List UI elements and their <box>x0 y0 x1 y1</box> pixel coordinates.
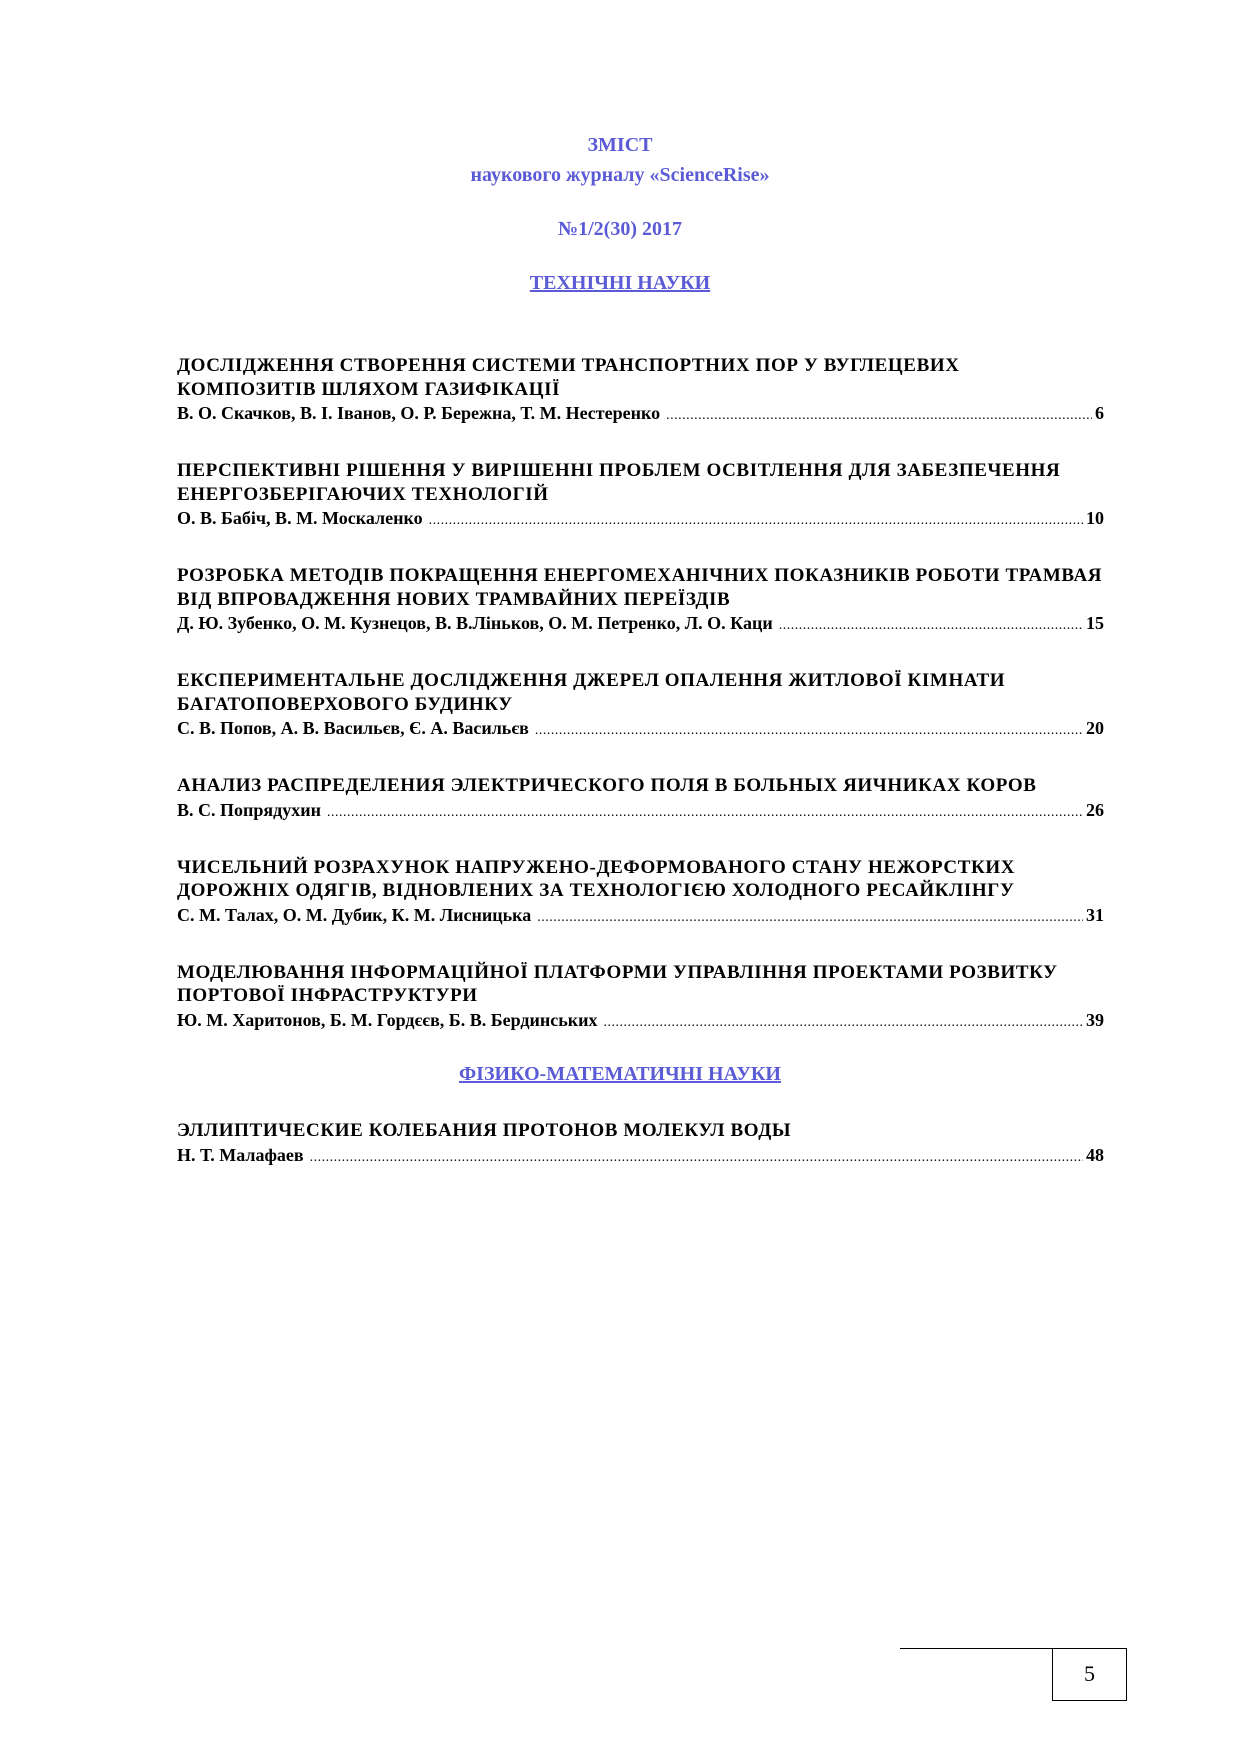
article-authors: С. В. Попов, А. В. Васильєв, Є. А. Васильєв <box>177 718 529 738</box>
article-title: РОЗРОБКА МЕТОДІВ ПОКРАЩЕННЯ ЕНЕРГОМЕХАНІЧНИХ ПОКАЗНИКІВ РОБОТИ ТРАМВАЯ ВІД ВПРОВАДЖЕННЯ НОВИХ ТРАМВАЙНИХ ПЕРЕЇЗДІВ <box>177 565 1103 610</box>
article-authors: С. М. Талах, О. М. Дубик, К. М. Лисницька <box>177 904 532 925</box>
section-title-physmath[interactable]: ФІЗИКО-МАТЕМАТИЧНІ НАУКИ <box>459 1063 781 1085</box>
article-page: 10 <box>1086 508 1104 528</box>
article-authors: Н. Т. Малафаев <box>177 1144 304 1165</box>
dot-leader <box>779 611 1083 638</box>
article-meta-line <box>177 401 1104 428</box>
dot-leader <box>535 716 1083 743</box>
dot-leader <box>666 401 1092 428</box>
article-page: 48 <box>1086 1144 1104 1165</box>
article-title: ДОСЛІДЖЕННЯ СТВОРЕННЯ СИСТЕМИ ТРАНСПОРТНИХ ПОР У ВУГЛЕЦЕВИХ КОМПОЗИТІВ ШЛЯХОМ ГАЗИФІКАЦІЇ <box>177 355 960 400</box>
article-page: 39 <box>1086 1009 1104 1030</box>
dot-leader <box>603 1008 1083 1035</box>
toc-header-title: ЗМІСТ <box>587 134 653 156</box>
article-authors: Д. Ю. Зубенко, О. М. Кузнецов, В. В.Ліньков, О. М. Петренко, Л. О. Каци <box>177 613 773 633</box>
toc-entry[interactable] <box>177 1119 1104 1170</box>
article-title: МОДЕЛЮВАННЯ ІНФОРМАЦІЙНОЇ ПЛАТФОРМИ УПРАВЛІННЯ ПРОЕКТАМИ РОЗВИТКУ ПОРТОВОЇ ІНФРАСТРУКТУРИ <box>177 961 1058 1006</box>
article-title: АНАЛИЗ РАСПРЕДЕЛЕНИЯ ЭЛЕКТРИЧЕСКОГО ПОЛЯ В БОЛЬНЫХ ЯИЧНИКАХ КОРОВ <box>177 775 1037 796</box>
toc-entry[interactable] <box>177 856 1104 930</box>
article-page: 15 <box>1086 613 1104 633</box>
toc-entry[interactable] <box>177 669 1104 743</box>
article-title: ЭЛЛИПТИЧЕСКИЕ КОЛЕБАНИЯ ПРОТОНОВ МОЛЕКУЛ ВОДЫ <box>177 1120 792 1141</box>
article-authors: О. В. Бабіч, В. М. Москаленко <box>177 508 423 528</box>
article-page: 31 <box>1086 904 1104 925</box>
article-title: ЧИСЕЛЬНИЙ РОЗРАХУНОК НАПРУЖЕНО-ДЕФОРМОВАНОГО СТАНУ НЕЖОРСТКИХ ДОРОЖНІХ ОДЯГІВ, ВІДНОВЛЕНИХ ЗА ТЕХНОЛОГІЄЮ ХОЛОДНОГО РЕСАЙКЛІНГУ <box>177 856 1016 901</box>
article-page: 6 <box>1095 403 1104 423</box>
issue-number: №1/2(30) 2017 <box>558 218 682 240</box>
section-title-technical[interactable]: ТЕХНІЧНІ НАУКИ <box>529 272 711 294</box>
article-authors: В. С. Попрядухин <box>177 799 321 820</box>
toc-entry[interactable] <box>177 564 1104 638</box>
toc-entry[interactable] <box>177 354 1104 428</box>
toc-list-technical <box>177 354 1104 1066</box>
dot-leader <box>429 506 1083 533</box>
article-title: ПЕРСПЕКТИВНІ РІШЕННЯ У ВИРІШЕННІ ПРОБЛЕМ ОСВІТЛЕННЯ ДЛЯ ЗАБЕЗПЕЧЕННЯ ЕНЕРГОЗБЕРІГАЮЧИХ ТЕХНОЛОГІЙ <box>177 460 1061 505</box>
article-meta-line <box>177 716 1104 743</box>
dot-leader <box>310 1143 1083 1170</box>
article-authors: В. О. Скачков, В. І. Іванов, О. Р. Бережна, Т. М. Нестеренко <box>177 403 661 423</box>
toc-entry[interactable] <box>177 774 1104 825</box>
article-page: 20 <box>1086 718 1104 738</box>
article-meta-line <box>177 506 1104 533</box>
article-page: 26 <box>1086 799 1104 820</box>
dot-leader <box>327 798 1083 825</box>
article-meta-line <box>177 1008 1104 1035</box>
dot-leader <box>537 903 1083 930</box>
toc-header-subtitle: наукового журналу «ScienceRise» <box>470 164 770 186</box>
toc-entry[interactable] <box>177 459 1104 533</box>
article-meta-line <box>177 611 1104 638</box>
article-meta-line <box>177 798 1104 825</box>
page-number: 5 <box>1052 1648 1127 1701</box>
toc-entry[interactable] <box>177 961 1104 1035</box>
article-title: ЕКСПЕРИМЕНТАЛЬНЕ ДОСЛІДЖЕННЯ ДЖЕРЕЛ ОПАЛЕННЯ ЖИТЛОВОЇ КІМНАТИ БАГАТОПОВЕРХОВОГО БУДИНКУ <box>177 670 1006 715</box>
article-meta-line <box>177 1143 1104 1170</box>
article-meta-line <box>177 903 1104 930</box>
toc-list-physmath <box>177 1119 1104 1201</box>
article-authors: Ю. М. Харитонов, Б. М. Гордєєв, Б. В. Бердинських <box>177 1009 598 1030</box>
